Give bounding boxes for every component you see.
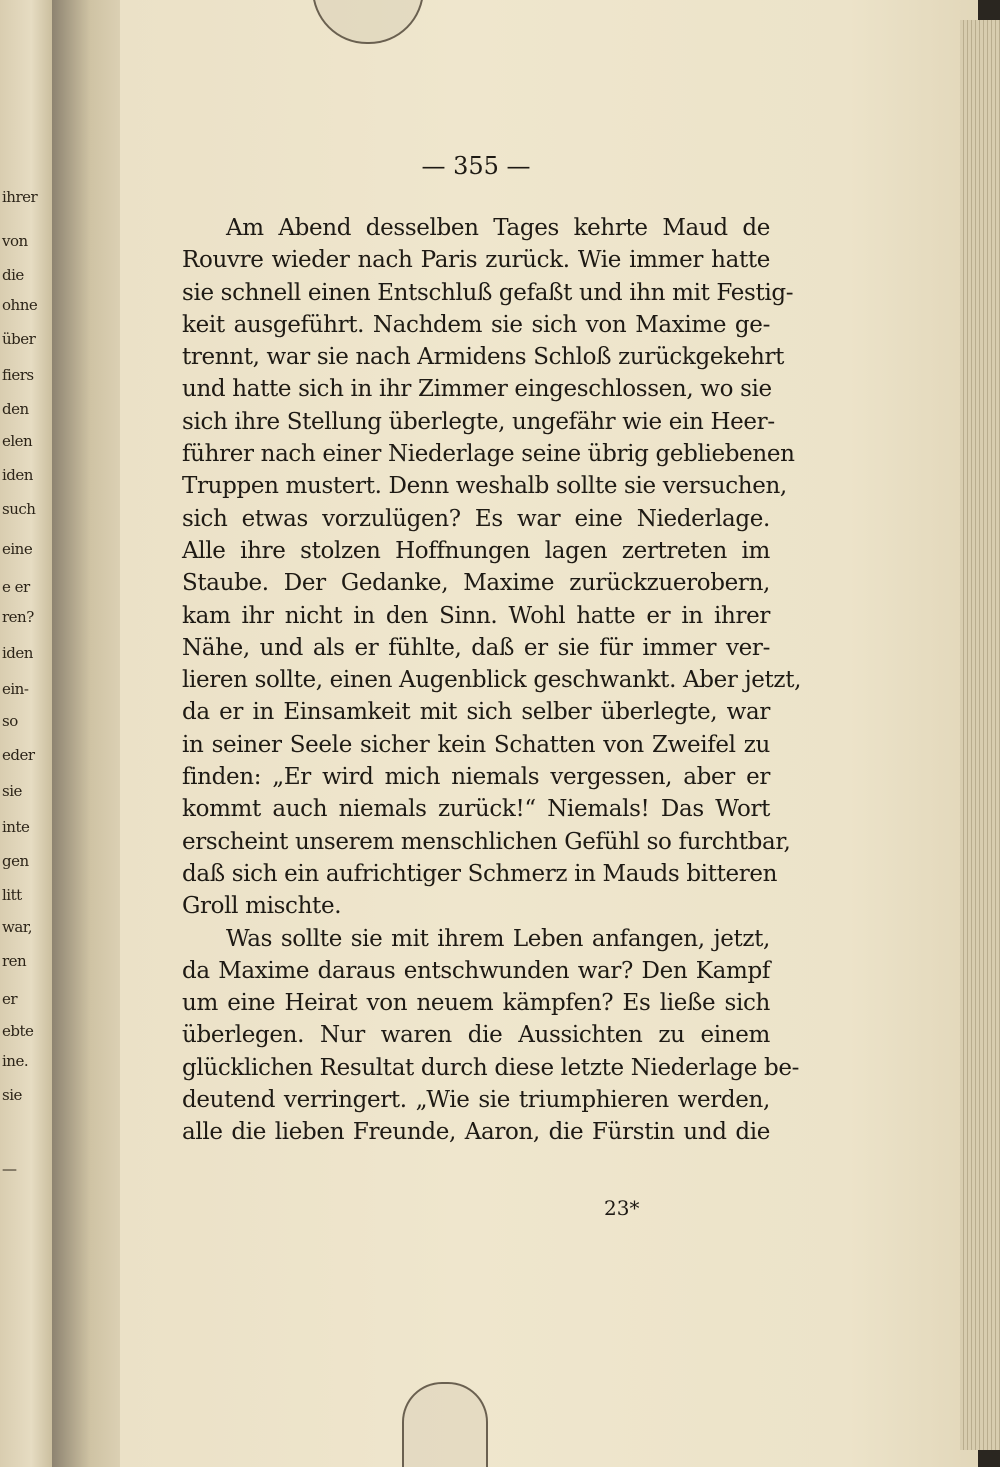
previous-page-fragment: über xyxy=(2,330,36,348)
previous-page-fragment: ein- xyxy=(2,680,29,698)
previous-page-fragment: such xyxy=(2,500,36,518)
signature-mark: 23* xyxy=(604,1196,640,1220)
text-line: sich etwas vorzulügen? Es war eine Niederlage. xyxy=(182,505,770,532)
body-text xyxy=(182,212,802,1149)
text-line: Am Abend desselben Tages kehrte Maud de xyxy=(226,215,770,241)
text-line: in seiner Seele sicher kein Schatten von Zweifel zu xyxy=(182,731,770,758)
previous-page-fragment: sie xyxy=(2,782,22,800)
previous-page-fragment: inte xyxy=(2,818,30,836)
text-line: kam ihr nicht in den Sinn. Wohl hatte er in ihrer xyxy=(182,602,770,629)
text-line: keit ausgeführt. Nachdem sie sich von Maxime ge- xyxy=(182,311,770,338)
text-line: kommt auch niemals zurück!“ Niemals! Das Wort xyxy=(182,796,770,823)
text-line: überlegen. Nur waren die Aussichten zu einem xyxy=(182,1022,770,1049)
previous-page-edge xyxy=(0,0,52,1467)
text-line: trennt, war sie nach Armidens Schloß zurückgekehrt xyxy=(182,344,785,371)
text-line: finden: „Er wird mich niemals vergessen, aber er xyxy=(182,764,770,791)
previous-page-fragment: ren? xyxy=(2,608,34,626)
previous-page-fragment: ohne xyxy=(2,296,38,314)
text-line: Staube. Der Gedanke, Maxime zurückzuerobern, xyxy=(182,570,770,597)
text-line: und hatte sich in ihr Zimmer eingeschlossen, wo sie xyxy=(182,376,772,403)
text-line: sie schnell einen Entschluß gefaßt und ihn mit Festig- xyxy=(182,279,794,306)
previous-page-fragment: er xyxy=(2,990,18,1008)
previous-page-fragment: ebte xyxy=(2,1022,34,1040)
previous-page-fragment: ren xyxy=(2,952,27,970)
previous-page-fragment: den xyxy=(2,400,29,418)
text-line: Nähe, und als er fühlte, daß er sie für immer ver- xyxy=(182,634,770,661)
text-line: lieren sollte, einen Augenblick geschwankt. Aber jetzt, xyxy=(182,667,802,694)
previous-page-fragment: e er xyxy=(2,578,30,596)
text-line: führer nach einer Niederlage seine übrig gebliebenen xyxy=(182,441,795,468)
page-number-header: — 355 — xyxy=(421,152,531,180)
previous-page-fragment: eine xyxy=(2,540,33,558)
text-line: Groll mischte. xyxy=(182,893,342,920)
previous-page-fragment: von xyxy=(2,232,28,250)
text-line: sich ihre Stellung überlegte, ungefähr wie ein Heer- xyxy=(182,408,775,435)
previous-page-fragment: die xyxy=(2,266,24,284)
text-line: deutend verringert. „Wie sie triumphieren werden, xyxy=(182,1087,770,1114)
previous-page-fragment: litt xyxy=(2,886,22,904)
text-line: alle die lieben Freunde, Aaron, die Fürstin und die xyxy=(182,1119,770,1146)
previous-page-fragment: elen xyxy=(2,432,33,450)
text-line: Rouvre wieder nach Paris zurück. Wie immer hatte xyxy=(182,247,770,274)
previous-page-fragment: iden xyxy=(2,466,33,484)
previous-page-fragment: gen xyxy=(2,852,29,870)
previous-page-fragment: — xyxy=(2,1160,17,1178)
text-line: Alle ihre stolzen Hoffnungen lagen zertreten im xyxy=(182,537,770,564)
text-line: da er in Einsamkeit mit sich selber überlegte, war xyxy=(182,699,770,726)
text-line: da Maxime daraus entschwunden war? Den Kampf xyxy=(182,957,770,984)
previous-page-fragment: ine. xyxy=(2,1052,29,1070)
bottom-clip xyxy=(402,1382,488,1467)
previous-page-fragment: war, xyxy=(2,918,33,936)
page-stack-edge xyxy=(960,20,1000,1450)
text-line: erscheint unserem menschlichen Gefühl so furchtbar, xyxy=(182,828,791,855)
previous-page-fragment: iden xyxy=(2,644,33,662)
previous-page-fragment: so xyxy=(2,712,18,730)
previous-page-fragment: sie xyxy=(2,1086,22,1104)
text-line: glücklichen Resultat durch diese letzte Niederlage be- xyxy=(182,1054,800,1081)
previous-page-fragment: fiers xyxy=(2,366,34,384)
text-line: Truppen mustert. Denn weshalb sollte sie versuchen, xyxy=(182,473,787,500)
text-line: um eine Heirat von neuem kämpfen? Es ließe sich xyxy=(182,990,770,1017)
previous-page-fragment: ihrer xyxy=(2,188,38,206)
text-line: Was sollte sie mit ihrem Leben anfangen, jetzt, xyxy=(226,925,770,952)
previous-page-fragment: eder xyxy=(2,746,35,764)
text-line: daß sich ein aufrichtiger Schmerz in Mauds bitteren xyxy=(182,860,778,887)
